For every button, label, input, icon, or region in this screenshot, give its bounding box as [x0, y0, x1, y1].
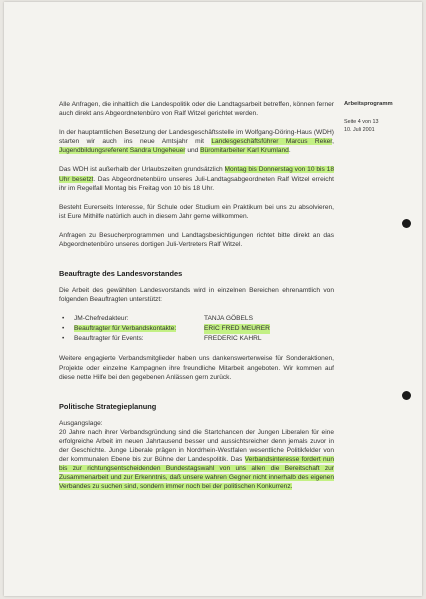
highlight-text: Montag bis Donnerstag von 10 bis 18 Uhr besetzt	[59, 166, 335, 183]
paragraph-hours	[59, 165, 334, 192]
paragraph-internship: Besteht Eurerseits Interesse, für Schule oder Studium ein Praktikum bei uns zu absolvieren, ist Eure Mithilfe natürlich auch in diesem Jahr gerne willkommen.	[59, 203, 334, 220]
person-name: FREDERIC KAHRL	[204, 335, 262, 343]
text: In der hauptamtlichen Besetzung der Landesgeschäftsstelle im Wolfgang-Döring-Haus (WDH) starten wir auch ins neue Amtsjahr mit	[59, 129, 334, 146]
list-item	[59, 314, 334, 324]
subheading-ausgangslage: Ausgangslage:	[59, 419, 103, 427]
bullet: •	[62, 335, 65, 343]
role-label: Beauftragter für Verbandskontakte:	[74, 325, 177, 333]
beauftragte-list	[59, 314, 334, 344]
paragraph-ausgangslage	[59, 428, 334, 492]
document-page	[4, 2, 422, 596]
highlight-text: Büromitarbeiter Karl Krumland	[200, 147, 289, 155]
paragraph-inquiries: Alle Anfragen, die inhaltlich die Landespolitik oder die Landtagsarbeit betreffen, können ferner auch direkt ans Abgeordnetenbüro von Ralf Witzel gerichtet werden.	[59, 101, 334, 118]
main-text	[59, 100, 334, 502]
section-heading-strategie: Politische Strategieplanung	[59, 401, 157, 411]
paragraph-staff	[59, 128, 334, 155]
text: und	[185, 147, 201, 155]
punch-hole-top	[402, 219, 411, 228]
role-label: Beauftragter für Events:	[74, 335, 144, 343]
paragraph-beauftragte-intro: Die Arbeit des gewählten Landesvorstands wird in einzelnen Bereichen ehrenamtlich von folgenden Beauftragten unterstützt:	[59, 287, 334, 304]
sidebar-title: Arbeitsprogramm	[344, 101, 393, 107]
sidebar-info	[344, 101, 414, 134]
list-item	[59, 324, 334, 334]
person-name: ERIC FRED MEURER	[204, 325, 270, 333]
text: .	[288, 147, 291, 155]
list-item	[59, 334, 334, 344]
highlight-text: Jugendbildungsreferent Sandra Ungeheuer	[59, 147, 186, 155]
paragraph-beauftragte-outro: Weitere engagierte Verbandsmitglieder haben uns dankenswerterweise für Sonderaktionen, Projekte oder einzelne Kampagnen ihre freundliche Mitarbeit angeboten. Wir kommen auf diese nette Hilfe bei den gegebenen Anlässen gern zurück.	[59, 355, 334, 381]
paragraph-visits: Anfragen zu Besucherprogrammen und Landtagsbesichtigungen richtet bitte direkt an das Abgeordnetenbüro unseres dortigen Juli-Vertreters Ralf Witzel.	[59, 231, 334, 249]
highlight-text: Landesgeschäftsführer Marcus Reker	[211, 138, 333, 146]
document-date: 10. Juli 2001	[344, 126, 375, 133]
page-number: Seite 4 von 13	[344, 119, 379, 126]
person-name: TANJA GÖBELS	[204, 315, 253, 323]
punch-hole-bottom	[402, 391, 411, 400]
role-label: JM-Chefredakteur:	[74, 315, 129, 323]
highlight-text: Verbandsinteresse fordert nun bis zur richtungsentscheidenden Bundestagswahl von uns allen die Bereitschaft zur Zusammenarbeit und zur Erkenntnis, daß unsere wahren Gegner nicht innerhalb des eigenen Verbandes zu suchen sind, sondern immer noch bei der politischen Konkurrenz.	[59, 456, 334, 491]
text: Das WDH ist außerhalb der Urlaubszeiten grundsätzlich	[59, 166, 225, 174]
text: . Das Abgeordnetenbüro unseres Juli-Landtagsabgeordneten Ralf Witzel erreicht ihr im Regelfall Montag bis Freitag von 10 bis 18 Uhr.	[59, 175, 335, 192]
section-heading-beauftragte: Beauftragte des Landesvorstandes	[59, 269, 183, 279]
bullet: •	[62, 325, 65, 333]
text: ,	[332, 138, 334, 146]
text: 20 Jahre nach ihrer Verbandsgründung sind die Startchancen der Jungen Liberalen für eine erfolgreiche Arbeit im neuen Jahrtausend besser und aussichtsreicher denn jemals zuvor in der Geschichte. Junge Liberale prägen in Nordrhein-Westfalen wesentliche Politikfelder von der kommunalen Ebene bis zur Bühne der Landespolitik. Das	[59, 428, 334, 464]
bullet: •	[62, 315, 65, 323]
